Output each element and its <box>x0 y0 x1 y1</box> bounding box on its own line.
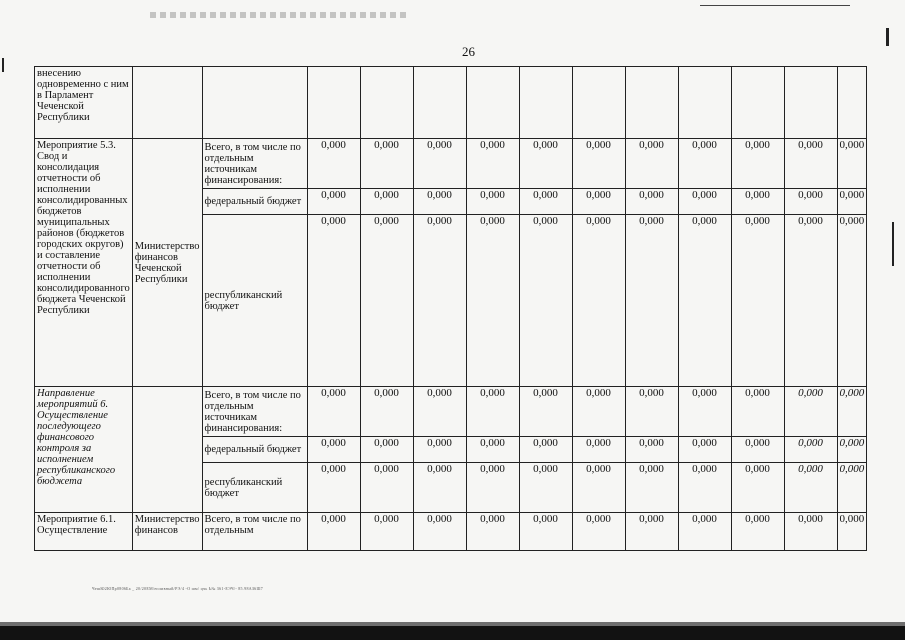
value-cell: 0,000 <box>360 139 413 189</box>
value-cell: 0,000 <box>360 437 413 463</box>
value-cell: 0,000 <box>519 189 572 215</box>
value-cell: 0,000 <box>360 189 413 215</box>
value-cell: 0,000 <box>572 437 625 463</box>
source-cell: федеральный бюджет <box>202 437 307 463</box>
value-cell: 0,000 <box>731 513 784 551</box>
value-cell: 0,000 <box>625 387 678 437</box>
value-cell: 0,000 <box>413 139 466 189</box>
value-cell: 0,000 <box>625 437 678 463</box>
value-cell: 0,000 <box>466 387 519 437</box>
value-cell <box>519 67 572 139</box>
measure-name-cell: Направление мероприятий 6. Осуществление последующего финансового контроля за исполнением республиканского бюджета <box>35 387 133 513</box>
value-cell: 0,000 <box>784 139 837 189</box>
footer-code: ЧешЮ2ЮПр0806Ба _ 20/20ЕМ/епливный/РЭ/4 -О шм/ цчь Ь№ 361-ЕЭЧ/- 85.98АЗ6Ш7 <box>92 586 264 591</box>
value-cell: 0,000 <box>625 215 678 387</box>
value-cell: 0,000 <box>519 139 572 189</box>
value-cell <box>678 67 731 139</box>
value-cell <box>360 67 413 139</box>
value-cell: 0,000 <box>519 215 572 387</box>
value-cell: 0,000 <box>784 215 837 387</box>
value-cell: 0,000 <box>731 437 784 463</box>
value-cell: 0,000 <box>572 463 625 513</box>
value-cell: 0,000 <box>731 139 784 189</box>
value-cell: 0,000 <box>678 215 731 387</box>
value-cell: 0,000 <box>519 463 572 513</box>
executor-cell: Министерство финансов <box>132 513 202 551</box>
value-cell: 0,000 <box>466 463 519 513</box>
value-cell: 0,000 <box>784 513 837 551</box>
value-cell: 0,000 <box>837 437 867 463</box>
value-cell: 0,000 <box>625 189 678 215</box>
value-cell: 0,000 <box>413 513 466 551</box>
source-cell: республиканский бюджет <box>202 463 307 513</box>
value-cell: 0,000 <box>307 513 360 551</box>
value-cell: 0,000 <box>413 215 466 387</box>
source-cell: федеральный бюджет <box>202 189 307 215</box>
value-cell: 0,000 <box>731 387 784 437</box>
value-cell: 0,000 <box>731 215 784 387</box>
value-cell: 0,000 <box>519 387 572 437</box>
value-cell: 0,000 <box>784 387 837 437</box>
financing-table <box>34 66 867 551</box>
measure-name-cell: Мероприятие 6.1. Осуществление <box>35 513 133 551</box>
value-cell <box>572 67 625 139</box>
value-cell: 0,000 <box>625 513 678 551</box>
value-cell <box>625 67 678 139</box>
value-cell: 0,000 <box>784 437 837 463</box>
value-cell: 0,000 <box>519 437 572 463</box>
source-cell: Всего, в том числе по отдельным источникам финансирования: <box>202 387 307 437</box>
value-cell: 0,000 <box>625 139 678 189</box>
value-cell: 0,000 <box>572 513 625 551</box>
executor-cell <box>132 67 202 139</box>
value-cell: 0,000 <box>466 189 519 215</box>
value-cell: 0,000 <box>466 513 519 551</box>
value-cell: 0,000 <box>837 139 867 189</box>
value-cell <box>466 67 519 139</box>
value-cell: 0,000 <box>678 189 731 215</box>
scan-artifact-top <box>150 12 410 18</box>
table-row <box>35 67 867 139</box>
source-cell: Всего, в том числе по отдельным <box>202 513 307 551</box>
scan-bottom-bar <box>0 626 905 640</box>
source-cell <box>202 67 307 139</box>
value-cell <box>731 67 784 139</box>
value-cell: 0,000 <box>625 463 678 513</box>
value-cell: 0,000 <box>307 387 360 437</box>
page-number: 26 <box>462 44 475 59</box>
scan-edge-mark <box>892 222 894 266</box>
value-cell <box>784 67 837 139</box>
value-cell: 0,000 <box>731 189 784 215</box>
scan-rule-top <box>700 5 850 6</box>
executor-cell: Министерство финансов Чеченской Республики <box>132 139 202 387</box>
table-row <box>35 513 867 551</box>
measure-name-cell: внесению одновременно с ним в Парламент Чеченской Республики <box>35 67 133 139</box>
source-cell: Всего, в том числе по отдельным источникам финансирования: <box>202 139 307 189</box>
value-cell: 0,000 <box>307 463 360 513</box>
value-cell: 0,000 <box>413 387 466 437</box>
value-cell: 0,000 <box>572 387 625 437</box>
value-cell: 0,000 <box>731 463 784 513</box>
value-cell: 0,000 <box>572 215 625 387</box>
value-cell: 0,000 <box>360 215 413 387</box>
value-cell: 0,000 <box>678 139 731 189</box>
value-cell: 0,000 <box>413 189 466 215</box>
value-cell: 0,000 <box>837 463 867 513</box>
value-cell: 0,000 <box>837 387 867 437</box>
value-cell: 0,000 <box>466 215 519 387</box>
value-cell: 0,000 <box>837 215 867 387</box>
table-row <box>35 387 867 437</box>
value-cell: 0,000 <box>413 463 466 513</box>
value-cell: 0,000 <box>572 139 625 189</box>
value-cell: 0,000 <box>360 387 413 437</box>
value-cell: 0,000 <box>519 513 572 551</box>
source-cell: республиканский бюджет <box>202 215 307 387</box>
value-cell <box>837 67 867 139</box>
value-cell: 0,000 <box>572 189 625 215</box>
executor-cell <box>132 387 202 513</box>
value-cell: 0,000 <box>784 463 837 513</box>
value-cell: 0,000 <box>307 215 360 387</box>
measure-name-cell: Мероприятие 5.3. Свод и консолидация отчетности об исполнении консолидированных бюджетов муниципальных районов (бюджетов городских округов) и составление отчетности об исполнении консолидированного бюджета Чеченской Республики <box>35 139 133 387</box>
value-cell: 0,000 <box>678 513 731 551</box>
scan-edge-mark <box>2 58 4 72</box>
value-cell: 0,000 <box>466 139 519 189</box>
value-cell: 0,000 <box>678 387 731 437</box>
value-cell: 0,000 <box>466 437 519 463</box>
value-cell: 0,000 <box>678 437 731 463</box>
value-cell: 0,000 <box>307 139 360 189</box>
value-cell <box>307 67 360 139</box>
value-cell: 0,000 <box>837 189 867 215</box>
value-cell: 0,000 <box>360 513 413 551</box>
table-row <box>35 139 867 189</box>
value-cell: 0,000 <box>307 189 360 215</box>
value-cell: 0,000 <box>678 463 731 513</box>
value-cell: 0,000 <box>307 437 360 463</box>
value-cell: 0,000 <box>360 463 413 513</box>
value-cell: 0,000 <box>784 189 837 215</box>
value-cell: 0,000 <box>837 513 867 551</box>
scan-edge-mark <box>886 28 889 46</box>
value-cell <box>413 67 466 139</box>
value-cell: 0,000 <box>413 437 466 463</box>
